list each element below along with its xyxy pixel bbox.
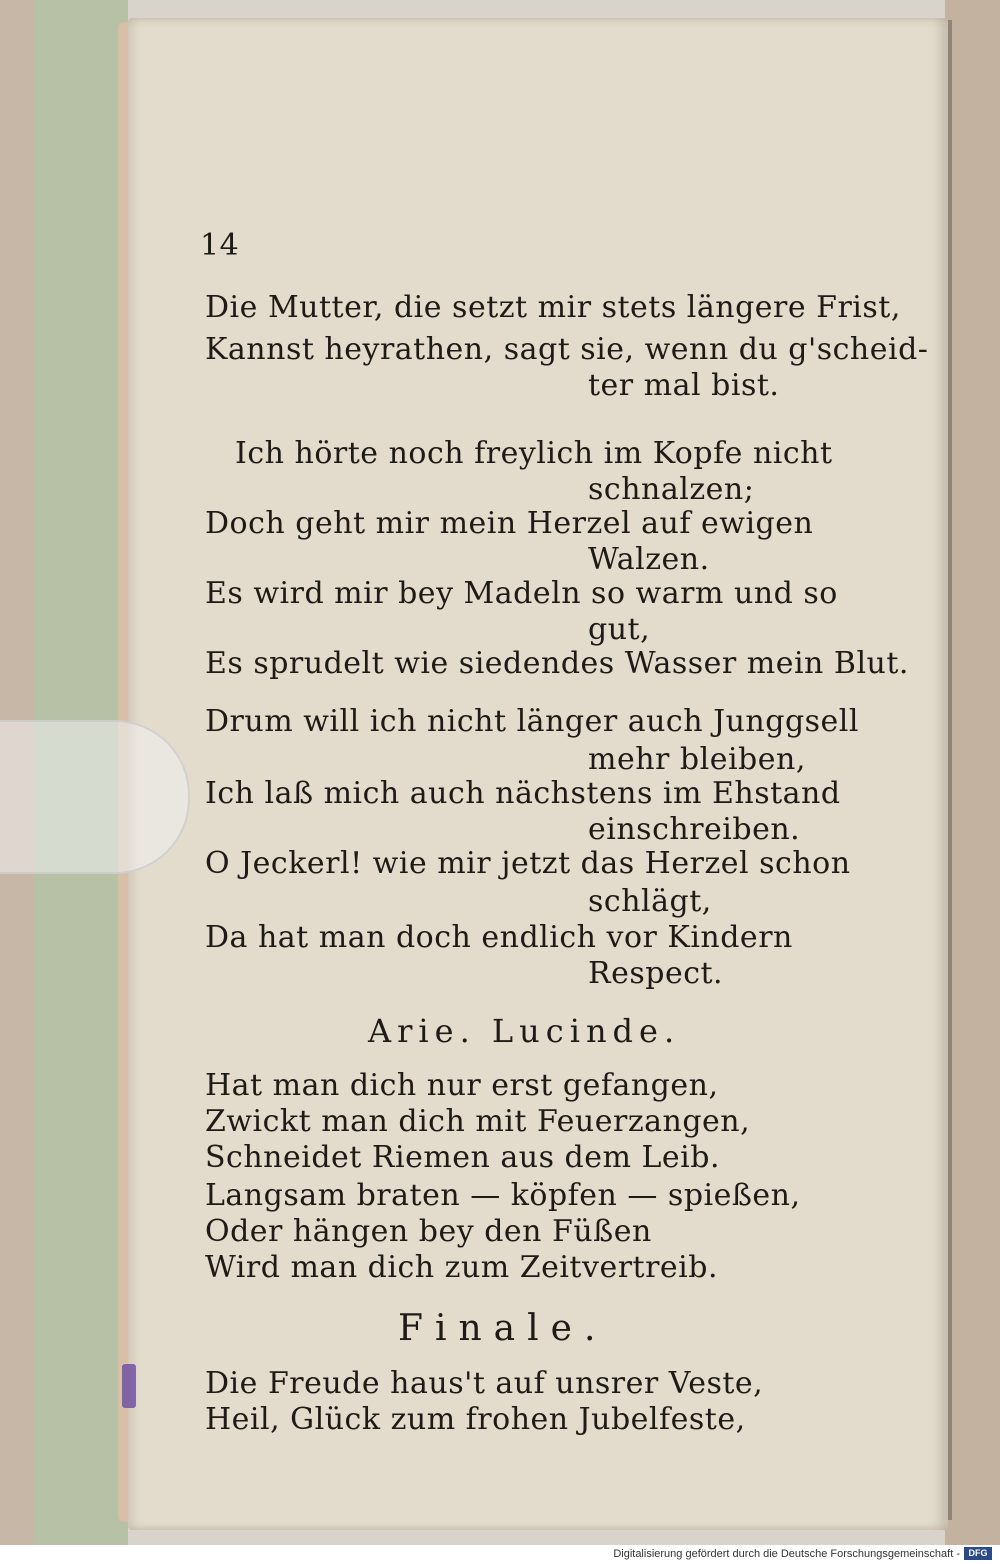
aria-line: Zwickt man dich mit Feuerzangen,: [205, 1104, 751, 1139]
verse-line: Ich hörte noch freylich im Kopfe nicht: [235, 436, 833, 471]
verse-line: O Jeckerl! wie mir jetzt das Herzel schon: [205, 846, 851, 881]
aria-line: Hat man dich nur erst gefangen,: [205, 1068, 719, 1103]
library-stamp: [122, 1364, 136, 1408]
finale-line: Heil, Glück zum frohen Jubelfeste,: [205, 1402, 746, 1437]
verse-line: Die Mutter, die setzt mir stets längere Frist,: [205, 290, 901, 325]
aria-line: Oder hängen bey den Füßen: [205, 1214, 652, 1249]
verse-line: Da hat man doch endlich vor Kindern: [205, 920, 793, 955]
aria-line: Schneidet Riemen aus dem Leib.: [205, 1140, 720, 1175]
transparent-page-clip: [0, 720, 190, 874]
aria-line: Wird man dich zum Zeitvertreib.: [205, 1250, 719, 1285]
verse-line-continuation: Walzen.: [588, 542, 710, 577]
verse-line: Kannst heyrathen, sagt sie, wenn du g'scheid-: [205, 332, 929, 367]
verse-line-continuation: einschreiben.: [588, 812, 801, 847]
aria-heading: Arie. Lucinde.: [368, 1012, 681, 1050]
verse-line-continuation: schnalzen;: [588, 472, 755, 507]
verse-line-continuation: gut,: [588, 612, 651, 647]
book-cover-right: [945, 0, 1000, 1545]
finale-heading: Finale.: [398, 1308, 608, 1349]
verse-line: Ich laß mich auch nächstens im Ehstand: [205, 776, 841, 811]
dfg-logo: DFG: [964, 1547, 992, 1560]
book-page: [128, 18, 948, 1530]
verse-line-continuation: ter mal bist.: [588, 368, 780, 403]
verse-line-continuation: Respect.: [588, 956, 724, 991]
verse-line-continuation: schlägt,: [588, 884, 712, 919]
verse-line-continuation: mehr bleiben,: [588, 742, 806, 777]
page-number: 14: [200, 228, 240, 263]
verse-line: Drum will ich nicht länger auch Junggsell: [205, 704, 860, 739]
verse-line: Es sprudelt wie siedendes Wasser mein Blut.: [205, 646, 909, 681]
digitization-credit: Digitalisierung gefördert durch die Deutsche Forschungsgemeinschaft -: [613, 1548, 960, 1560]
verse-line: Es wird mir bey Madeln so warm und so: [205, 576, 838, 611]
finale-line: Die Freude haus't auf unsrer Veste,: [205, 1366, 764, 1401]
aria-line: Langsam braten — köpfen — spießen,: [205, 1178, 801, 1213]
verse-line: Doch geht mir mein Herzel auf ewigen: [205, 506, 814, 541]
